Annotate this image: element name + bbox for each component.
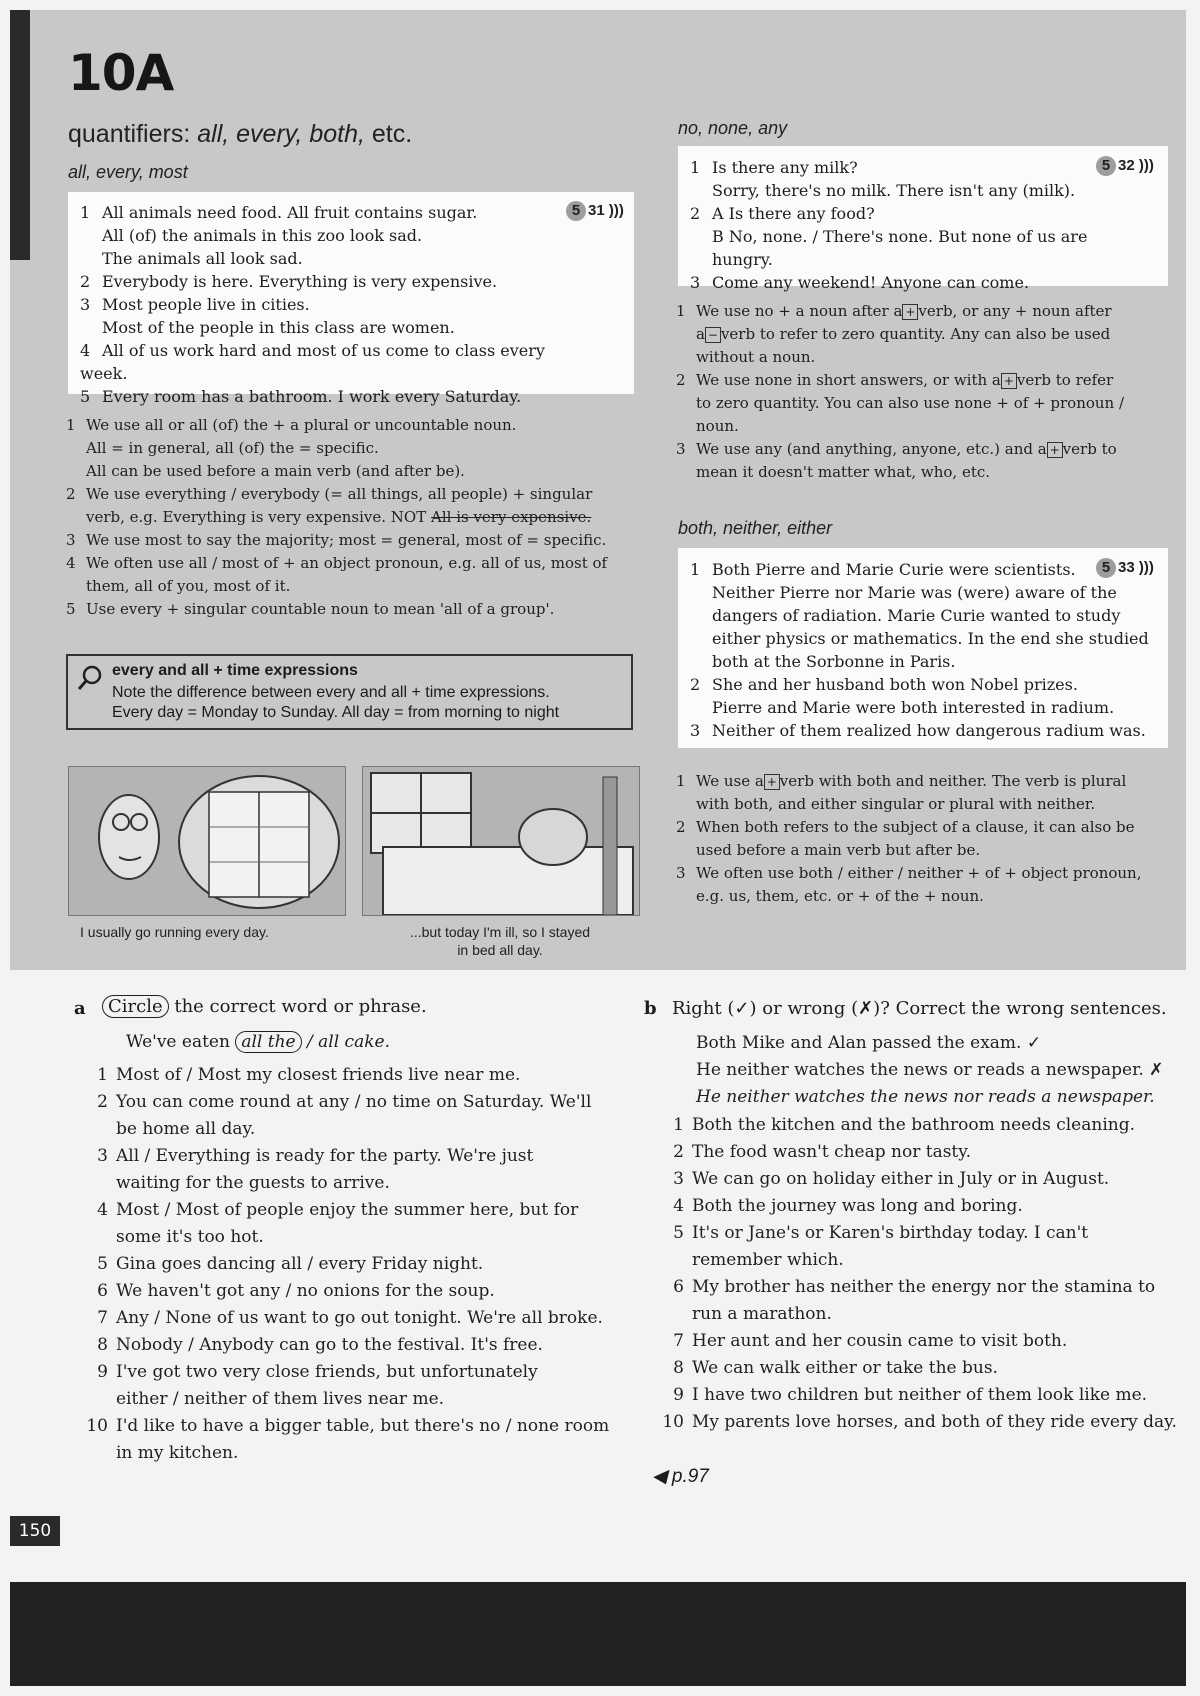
examples-all: 1 All animals need food. All fruit contains sugar. All (of) the animals in this zoo look sad. The animals all look sad. 2 Everybody is here. Everything is very expensive. 3 Most people live in cities. Most of the people in this class are women. 4 All of us work hard and most of us come to class every week. 5 Every room has a bathroom. I work every Saturday.: [80, 203, 545, 406]
section-heading-both-neither-either: both, neither, either: [678, 518, 833, 538]
plus-icon: +: [902, 304, 918, 320]
illustration-running-diary: [68, 766, 346, 916]
list-item: 4 Both the journey was long and boring.: [673, 1196, 1023, 1216]
illustration-ill-in-bed: [362, 766, 640, 916]
list-item: 9 I have two children but neither of them look like me.: [673, 1385, 1148, 1405]
page-number: 150: [10, 1516, 60, 1546]
plus-icon: +: [1001, 373, 1017, 389]
diary-drawing: [69, 767, 345, 915]
audio-track-32[interactable]: 5 32 ))): [1096, 156, 1154, 176]
audio-track-33[interactable]: 5 33 ))): [1096, 558, 1154, 578]
rules-none: 1 We use no + a noun after a + verb, or any + noun after a − verb to refer to zero quantity. Any can also be used without a noun. 2 We use none in short answers, or with a + verb to refer to zero quantity. You can also use none + of + pronoun / noun. 3 We use any (and anything, anyone, etc.) and a + verb to mean it doesn't matter what, who, etc.: [676, 302, 1125, 481]
exercise-b-examples: Both Mike and Alan passed the exam. ✓ He neither watches the news or reads a newspaper. ✗ He neither watches the news nor reads a newspaper.: [696, 1033, 1164, 1107]
unit-tab-bar: [10, 10, 30, 260]
speaker-icon: ))): [1138, 559, 1154, 576]
list-item: 7 Her aunt and her cousin came to visit both.: [673, 1331, 1068, 1351]
list-item: 4 Most / Most of people enjoy the summer here, but for some it's too hot.: [97, 1200, 579, 1247]
page-footer-band: [10, 1582, 1186, 1686]
exercise-b-letter: b: [644, 998, 657, 1019]
list-item: 6 My brother has neither the energy nor the stamina to run a marathon.: [673, 1277, 1156, 1324]
section-heading-all-every-most: all, every, most: [68, 162, 188, 182]
list-item: 1 Both the kitchen and the bathroom needs cleaning.: [673, 1115, 1135, 1135]
examples-both: 1 Both Pierre and Marie Curie were scientists. Neither Pierre nor Marie was (were) aware of the dangers of radiation. Marie Curie wanted to study either physics or mathematics. In the end she studied both at the Sorbonne in Paris. 2 She and her husband both won Nobel prizes. Pierre and Marie were both interested in radium. 3 Neither of them realized how dangerous radium was.: [690, 560, 1149, 740]
speaker-icon: ))): [1138, 157, 1154, 174]
list-item: 8 Nobody / Anybody can go to the festival. It's free.: [97, 1335, 543, 1355]
list-item: 10 My parents love horses, and both of they ride every day.: [662, 1412, 1177, 1432]
rules-both: 1 We use a + verb with both and neither. The verb is plural with both, and either singular or plural with neither. 2 When both refers to the subject of a clause, it can also be used before a main verb but after be. 3 We often use both / either / neither + of + object pronoun, e.g. us, them, etc. or + of the + noun.: [676, 772, 1142, 905]
tip-line-2: Every day = Monday to Sunday. All day = from morning to night: [112, 704, 560, 721]
list-item: 5 It's or Jane's or Karen's birthday today. I can't remember which.: [673, 1223, 1089, 1270]
unit-number: 10A: [68, 44, 174, 102]
exercise-a-list: [82, 1062, 622, 1467]
exercise-b-instruction: Right (✓) or wrong (✗)? Correct the wrong sentences.: [672, 998, 1167, 1019]
list-item: 9 I've got two very close friends, but unfortunately either / neither of them lives near me.: [97, 1362, 538, 1409]
rules-all: 1 We use all or all (of) the + a plural or uncountable noun. All = in general, all (of) the = specific. All can be used before a main verb (and after be). 2 We use everything / everybody (= all things, all people) + singular verb, e.g. Everything is very expensive. NOT All is very expensive. 3 We use most to say the majority; most = general, most of = specific. 4 We often use all / most of + an object pronoun, e.g. all of us, most of them, all of you, most of it. 5 Use every + singular countable noun to mean 'all of a group'.: [66, 416, 608, 618]
caption-right-1: ...but today I'm ill, so I stayed: [409, 924, 591, 940]
tip-box-time-expressions: [66, 654, 633, 730]
tip-title: every and all + time expressions: [112, 662, 358, 679]
tip-line-1: Note the difference between every and all + time expressions.: [112, 684, 550, 701]
speaker-icon: ))): [608, 202, 624, 219]
audio-track-31[interactable]: 5 31 ))): [566, 201, 624, 221]
exercise-b-list: [658, 1112, 1178, 1436]
magnifier-icon: [76, 664, 104, 692]
list-item: 3 We can go on holiday either in July or in August.: [673, 1169, 1110, 1189]
examples-none: 1 Is there any milk? Sorry, there's no milk. There isn't any (milk). 2 A Is there any food? B No, none. / There's none. But none of us are hungry. 3 Come any weekend! Anyone can come.: [690, 158, 1088, 292]
plus-icon: +: [764, 774, 780, 790]
caption-right-2: in bed all day.: [457, 942, 543, 958]
list-item: 2 The food wasn't cheap nor tasty.: [673, 1142, 972, 1162]
list-item: 3 All / Everything is ready for the party. We're just waiting for the guests to arrive.: [97, 1146, 534, 1193]
list-item: 2 You can come round at any / no time on Saturday. We'll be home all day.: [97, 1092, 592, 1139]
list-item: 8 We can walk either or take the bus.: [673, 1358, 998, 1378]
minus-icon: −: [705, 327, 721, 343]
list-item: 6 We haven't got any / no onions for the soup.: [97, 1281, 495, 1301]
caption-left: I usually go running every day.: [80, 924, 269, 940]
page-title: quantifiers: all, every, both, etc.: [68, 120, 413, 148]
page-reference-link[interactable]: ◀ p.97: [652, 1466, 709, 1487]
plus-icon: +: [1047, 442, 1063, 458]
list-item: 10 I'd like to have a bigger table, but there's no / none room in my kitchen.: [86, 1416, 610, 1463]
list-item: 1 Most of / Most my closest friends live near me.: [97, 1065, 521, 1085]
exercise-a-instruction: Circle the correct word or phrase.: [102, 996, 427, 1017]
section-heading-no-none-any: no, none, any: [678, 118, 788, 138]
list-item: 7 Any / None of us want to go out tonight. We're all broke.: [97, 1308, 603, 1328]
exercise-a-letter: a: [74, 998, 86, 1019]
exercise-a-example: We've eaten all the / all cake.: [126, 1032, 390, 1052]
bed-drawing: [363, 767, 639, 915]
list-item: 5 Gina goes dancing all / every Friday night.: [97, 1254, 484, 1274]
